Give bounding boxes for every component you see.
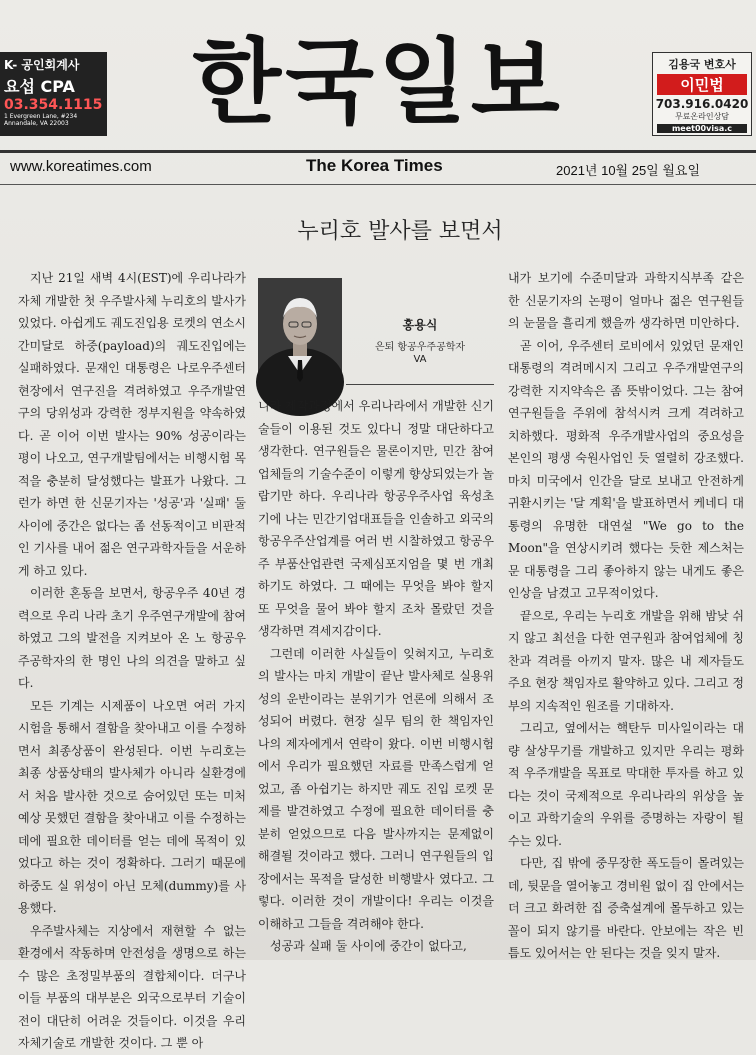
column-paragraph: 그런데 이러한 사실들이 잊혀지고, 누리호의 발사는 마치 개발이 끝난 발사체로 실용위성의 운반이라는 분위기가 언론에 의해서 조성되어 버렸다. 현장 실무 팀의 한 책임자인 나의 제자에게서 연락이 왔다. 이번 비행시험에서 우리가 필요했던 자료를 만족스럽게 얻었고, 좀 아쉽기는 하지만 궤도 진입 로켓 문제를 발견하였고 수정에 필요한 데이터를 충분히 얻었으므로 다음 발사까지는 문제없이 해결될 것이라고 했다. 그러니 연구원들의 입장에서는 목적을 달성한 비행발사 였다고. 그렇다. 이러한 것이 개발이다! 우리는 이것을 이해하고 그들을 격려해야 한다. [258, 646, 494, 931]
article-column-3 [508, 267, 744, 960]
column-paragraph: 성공과 실패 둘 사이에 중간이 없다고, [270, 939, 467, 953]
ad-right-note: 무료온라인상담 [674, 112, 730, 121]
article-column-2 [258, 395, 494, 953]
english-name: The Korea Times [306, 156, 443, 175]
column-paragraph: 끝으로, 우리는 누리호 개발을 위해 밤낮 쉬지 않고 최선을 다한 연구원과 참여업체에 칭찬과 격려를 아끼지 말자. 많은 내 제자들도 주요 현장 책임자로 활약하고 있다. 그리고 정부의 지속적인 원조를 기대하자. [508, 608, 744, 713]
ad-left-line1: K- 공인회계사 [4, 58, 80, 72]
ad-left-line2: 요섭 CPA [4, 77, 75, 96]
column-paragraph: 곧 이어, 우주센터 로비에서 있었던 문재인 대통령의 격려메시지 그리고 우주개발연구의 강력한 지지약속은 좀 뜻밖이었다. 그는 참여연구원들을 주위에 참석시켜 크게 격려하고 치하했다. 평화적 우주개발사업의 중요성을 본인의 평생 숙원사업인 듯 열렬히 강조했다. 마치 미국에서 인간을 달로 보내고 안전하게 귀환시키는 '달 계획'을 발표하면서 케네디 대통령의 유명한 대연설 "We go to the Moon"을 연상시키려 했다는 듯한 제스처는 문 대통령을 그리 좋아하지 않는 내게도 좋은 인상을 남겼고 고무적이었다. [508, 338, 744, 600]
ad-right-name: 김용국 변호사 [668, 58, 736, 71]
masthead-rule-bottom [0, 184, 756, 185]
column-paragraph: 내가 보기에 수준미달과 과학지식부족 같은 한 신문기자의 논평이 얼마나 젊은 연구원들의 눈물을 흘리게 했을까 생각하면 미안하다. [508, 271, 744, 330]
masthead-rule-top [0, 150, 756, 153]
author-region: VA [413, 354, 427, 365]
ad-right-site: meet00visa.c [657, 124, 747, 133]
column-paragraph: 그리고, 옆에서는 핵탄두 미사일이라는 대량 살상무기를 개발하고 있지만 우리는 평화적 우주개발을 목표로 막대한 투자를 하고 있다는 것이 국제적으로 우리나라의 위상을 높이고 과학기술의 우위를 증명하는 자랑이 될 수는 있다. [508, 721, 744, 848]
issue-date: 2021년 10월 25일 월요일 [556, 163, 701, 178]
ad-right-phone: 703.916.0420 [655, 97, 749, 111]
column-paragraph: 우주발사체는 지상에서 재현할 수 없는 환경에서 작동하며 안전성을 생명으로 하는 수 많은 초정밀부품의 결합체이다. 더구나 이들 부품의 대부분은 외국으로부터 기술이전이 대단히 어려운 것들이다. 이것을 우리 자체기술로 개발한 것이다. 그 뿐 아 [18, 923, 246, 1050]
article-headline: 누리호 발사를 보면서 [297, 219, 503, 244]
column-paragraph: 니라 제작과정에서 우리나라에서 개발한 신기술들이 이용된 것도 있다니 정말 대단하다고 생각한다. 연구원들은 물론이지만, 민간 참여 업체들의 기술수준이 이렇게 향상되었는가 놀랍기만 하다. 우리나라 항공우주사업 육성초기에 나는 민간기업대표들을 인솔하고 외국의 항공우주산업계를 여러 번 시찰하였고 항공우주 부품산업관련 국제심포지엄을 몇 번 개최하기도 하였다. 그 때에는 무엇을 봐야 할지 또 무엇을 물어 봐야 할지 조차 몰랐던 것을 생각하면 격세지감이다. [258, 399, 494, 638]
column-paragraph: 모든 기계는 시제품이 나오면 여러 가지 시험을 통해서 결함을 찾아내고 이를 수정하면서 최종상품이 완성된다. 이번 누리호는 최종 상품상태의 발사체가 아니라 실환경에서 처음 발사한 것으로 숨어있던 또는 미처 예상 못했던 결함을 찾아내고 이를 수정하는 데에 필요한 데이터를 얻는 데에 목적이 있었다고 하는 것이 정확하다. 그러기 때문에 하중도 실 위성이 아닌 모체(dummy)를 사용했다. [18, 698, 246, 915]
article-column-1 [18, 267, 246, 1050]
column-paragraph: 지난 21일 새벽 4시(EST)에 우리나라가 자체 개발한 첫 우주발사체 누리호의 발사가 있었다. 아쉽게도 궤도진입용 로켓의 연소시간미달로 하중(payload)의 궤도진입에는 실패하였다. 문재인 대통령은 나로우주센터 현장에서 연구진을 격려하였고 우주개발연구의 당위성과 강력한 정부지원을 약속하였다. 곧 이어 이번 발사는 90% 성공이라는 평이 나오고, 연구개발팀에서는 비행시험 목적을 충분히 달성했다는 발표가 나왔다. 그런가 하면 한 신문기자는 '성공'과 '실패' 둘 사이에 중간은 없다는 좀 선동적이고 비판적인 기사를 내어 젊은 연구과학자들을 서운하게 하고 있다. [18, 271, 246, 578]
lawyer-advertisement [652, 52, 752, 136]
ad-left-address2: Annandale, VA 22003 [4, 120, 69, 127]
column-paragraph: 다만, 집 밖에 중무장한 폭도들이 몰려있는데, 뒷문을 열어놓고 경비원 없이 집 안에서는 더 크고 화려한 집 증축설계에 몰두하고 있는 꼴이 되지 않기를 바란다. 안보에는 작은 빈 틈도 있어서는 안 된다는 것을 잊지 말자. [508, 856, 744, 960]
ad-left-phone: 03.354.1115 [4, 97, 103, 113]
masthead-title: 한국일보 [192, 29, 564, 136]
author-name: 홍용식 [402, 318, 438, 332]
author-photo [258, 278, 342, 388]
author-title: 은퇴 항공우주공학자 [374, 342, 466, 353]
website-url: www.koreatimes.com [10, 158, 152, 175]
byline-rule [346, 384, 494, 385]
ad-right-specialty: 이민법 [657, 74, 747, 95]
ad-left-address1: 1 Evergreen Lane, #234 [4, 113, 78, 120]
column-paragraph: 이러한 혼동을 보면서, 항공우주 40년 경력으로 우리 나라 초기 우주연구개발에 참여하였고 그의 발전을 지켜보아 온 노 항공우주공학자의 한 명인 나의 의견을 말하고 싶다. [18, 586, 246, 690]
